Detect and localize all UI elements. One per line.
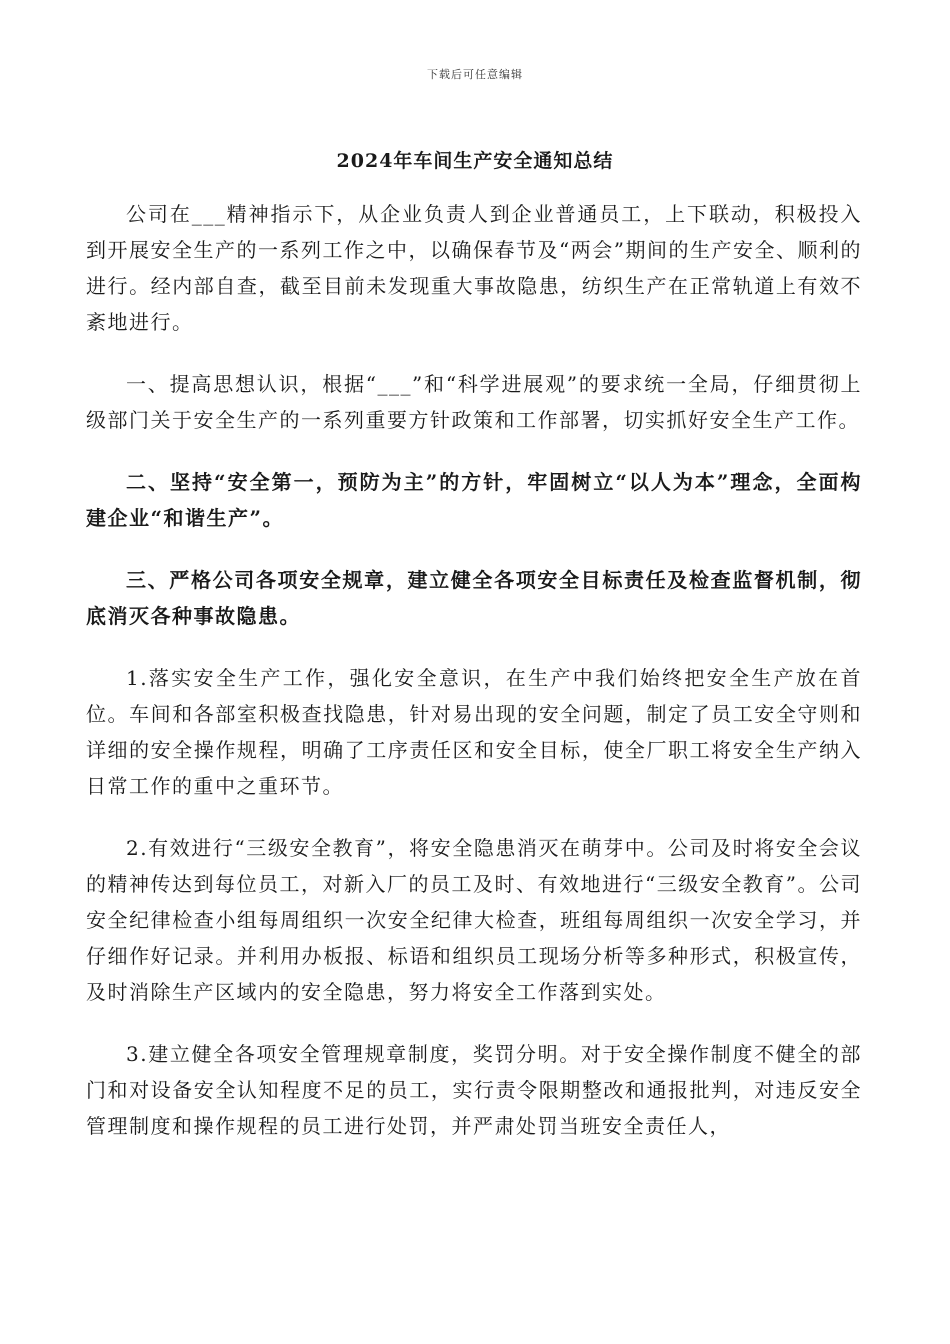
paragraph-item-2: 2.有效进行“三级安全教育”，将安全隐患消灭在萌芽中。公司及时将安全会议的精神传达到每位员工，对新入厂的员工及时、有效地进行“三级安全教育”。公司安全纪律检查小组每周组织一次安全纪律大检查，班组每周组织一次安全学习，并仔细作好记录。并利用办板报、标语和组织员工现场分析等多种形式，积极宣传，及时消除生产区域内的安全隐患，努力将安全工作落到实处。 bbox=[86, 836, 862, 1004]
document-body bbox=[86, 196, 862, 1170]
paragraph-section-1: 一、提高思想认识，根据“___”和“科学进展观”的要求统一全局，仔细贯彻上级部门关于安全生产的一系列重要方针政策和工作部署，切实抓好安全生产工作。 bbox=[86, 372, 862, 432]
paragraph-item-1: 1.落实安全生产工作，强化安全意识，在生产中我们始终把安全生产放在首位。车间和各部室积极查找隐患，针对易出现的安全问题，制定了员工安全守则和详细的安全操作规程，明确了工序责任区和安全目标，使全厂职工将安全生产纳入日常工作的重中之重环节。 bbox=[86, 666, 862, 798]
paragraph-section-2: 二、坚持“安全第一，预防为主”的方针，牢固树立“以人为本”理念，全面构建企业“和谐生产”。 bbox=[86, 470, 862, 530]
header-note: 下载后可任意编辑 bbox=[427, 68, 523, 81]
paragraph-item-3: 3.建立健全各项安全管理规章制度，奖罚分明。对于安全操作制度不健全的部门和对设备安全认知程度不足的员工，实行责令限期整改和通报批判，对违反安全管理制度和操作规程的员工进行处罚，并严肃处罚当班安全责任人， bbox=[86, 1042, 862, 1138]
paragraph-intro: 公司在___精神指示下，从企业负责人到企业普通员工，上下联动，积极投入到开展安全生产的一系列工作之中，以确保春节及“两会”期间的生产安全、顺利的进行。经内部自查，截至目前未发现重大事故隐患，纺织生产在正常轨道上有效不紊地进行。 bbox=[86, 202, 862, 334]
document-title: 2024年车间生产安全通知总结 bbox=[336, 150, 614, 172]
paragraph-section-3: 三、严格公司各项安全规章，建立健全各项安全目标责任及检查监督机制，彻底消灭各种事故隐患。 bbox=[86, 568, 862, 628]
